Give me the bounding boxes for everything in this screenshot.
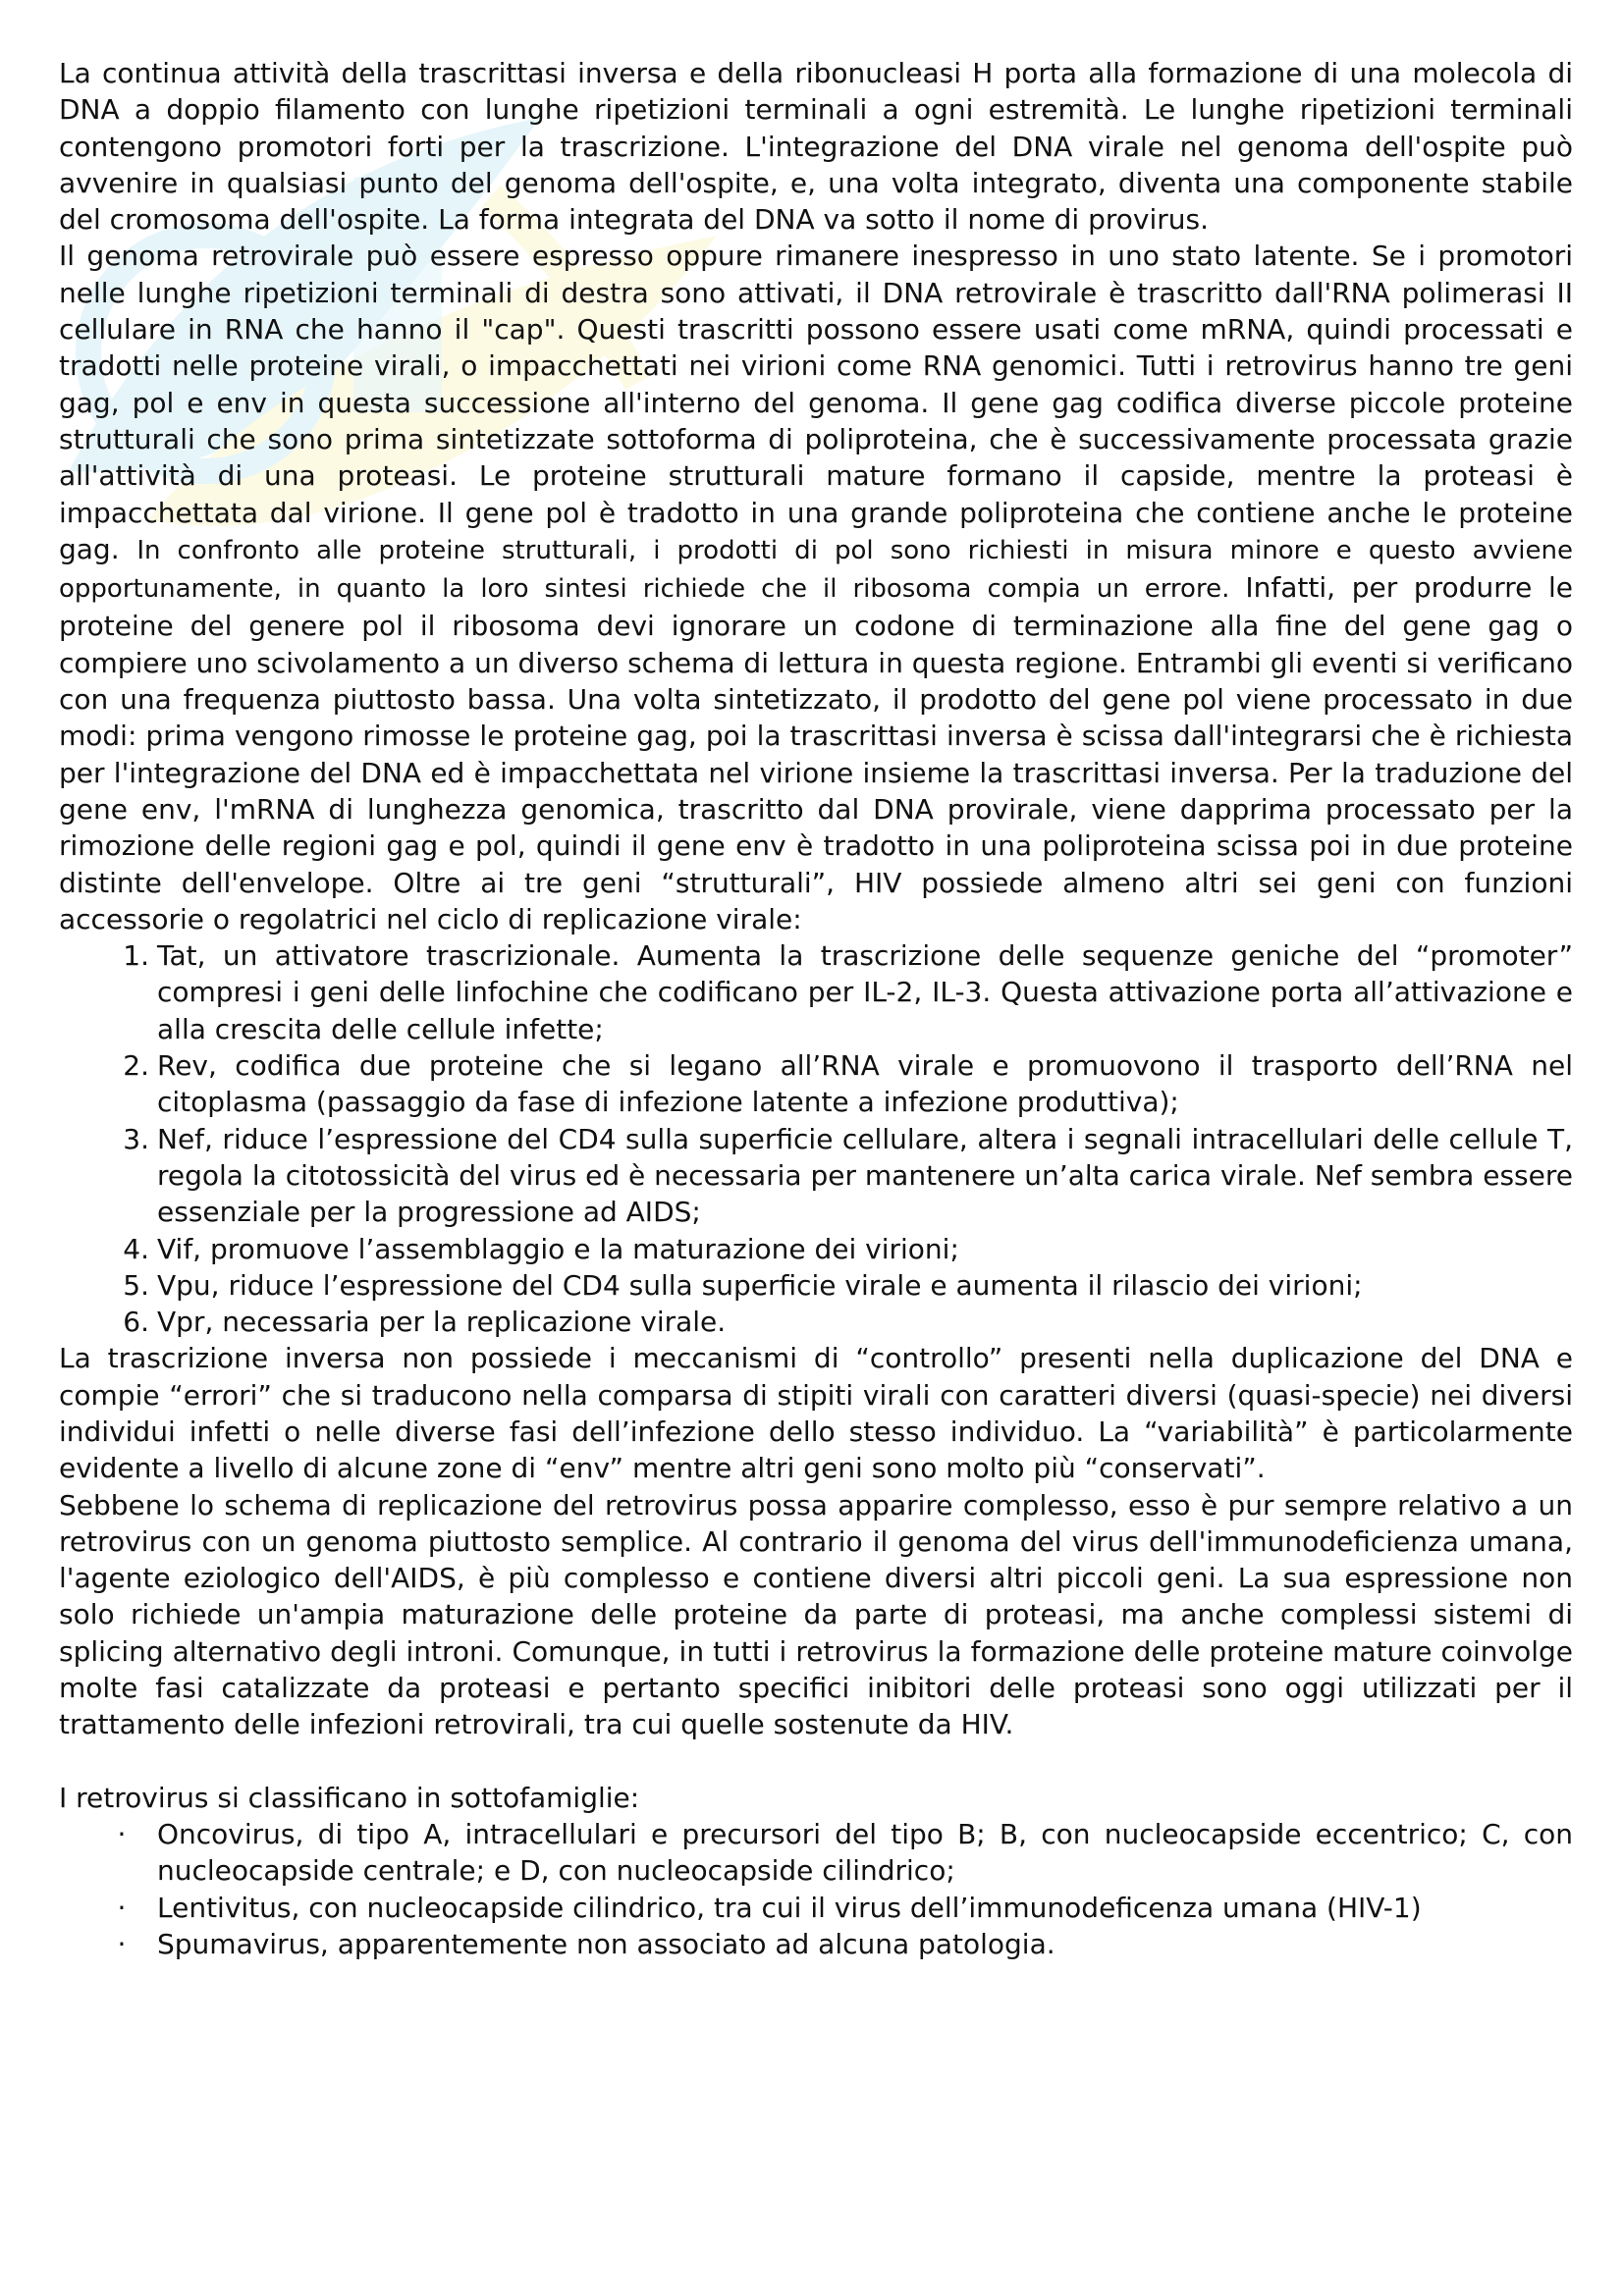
list-item (123, 1231, 1573, 1267)
bullet-marker: · (117, 1891, 127, 1924)
list-item (123, 937, 1573, 1047)
paragraph-variability: La trascrizione inversa non possiede i meccanismi di “controllo” presenti nella duplicazione del DNA e compie “errori” che si traducono nella comparsa di stipiti virali con caratteri diversi (quasi-specie) nei diversi individui infetti o nelle diverse fasi dell’infezione dello stesso individuo. La “variabilità” è particolarmente evidente a livello di alcune zone di “env” mentre altri geni sono molto più “conservati”. (59, 1342, 1573, 1485)
list-marker: 5. (123, 1268, 149, 1302)
bullet-marker: · (117, 1817, 127, 1850)
list-item-text: Oncovirus, di tipo A, intracellulari e precursori del tipo B; B, con nucleocapside eccentrico; C, con nucleocapside centrale; e D, con nucleocapside cilindrico; (157, 1817, 1573, 1888)
list-item-text: Rev, codifica due proteine che si legano all’RNA virale e promuovono il trasporto dell’RNA nel citoplasma (passaggio da fase di infezione latente a infezione produttiva); (157, 1049, 1573, 1119)
list-item-text: Lentivitus, con nucleocapside cilindrico, tra cui il virus dell’immunodeficenza umana (HIV-1) (157, 1891, 1422, 1924)
paragraph-genome-expression-part2: In confronto alle proteine strutturali, i prodotti di pol sono richiesti in misura minore e questo avviene opportunamente, in quanto la loro sintesi richiede che il ribosoma compia un errore. (59, 535, 1573, 605)
list-marker: 3. (123, 1122, 149, 1155)
list-item-text: Tat, un attivatore trascrizionale. Aumenta la trascrizione delle sequenze geniche del “promoter” compresi i geni delle linfochine che codificano per IL-2, IL-3. Questa attivazione porta all’attivazione e alla crescita delle cellule infette; (157, 939, 1573, 1045)
paragraph-subfamilies-intro: I retrovirus si classificano in sottofamiglie: (59, 1781, 640, 1814)
list-item-text: Spumavirus, apparentemente non associato ad alcuna patologia. (157, 1927, 1055, 1960)
bullet-marker: · (117, 1927, 127, 1960)
list-item-text: Vpu, riduce l’espressione del CD4 sulla superficie virale e aumenta il rilascio dei virioni; (157, 1268, 1363, 1302)
paragraph-genome-expression-part1: Il genoma retrovirale può essere espresso oppure rimanere inespresso in uno stato latente. Se i promotori nelle lunghe ripetizioni terminali di destra sono attivati, il DNA retrovirale è trascritto dall'RNA polimerasi II cellulare in RNA che hanno il "cap". Questi trascritti possono essere usati come mRNA, quindi processati e tradotti nelle proteine virali, o impacchettati nei virioni come RNA genomici. Tutti i retrovirus hanno tre geni gag, pol e env in questa successione all'interno del genoma. Il gene gag codifica diverse piccole proteine strutturali che sono prima sintetizzate sottoforma di poliproteina, che è successivamente processata grazie all'attività di una proteasi. Le proteine strutturali mature formano il capside, mentre la proteasi è impacchettata dal virione. Il gene pol è tradotto in una grande poliproteina che contiene anche le proteine gag. (59, 240, 1573, 565)
list-marker: 4. (123, 1232, 149, 1265)
list-item (117, 1816, 1573, 1890)
list-item (123, 1267, 1573, 1304)
paragraph-ltr-integration: La continua attività della trascrittasi inversa e della ribonucleasi H porta alla formazione di una molecola di DNA a doppio filamento con lunghe ripetizioni terminali a ogni estremità. Le lunghe ripetizioni terminali contengono promotori forti per la trascrizione. L'integrazione del DNA virale nel genoma dell'ospite può avvenire in qualsiasi punto del genoma dell'ospite, e, una volta integrato, diventa una componente stabile del cromosoma dell'ospite. La forma integrata del DNA va sotto il nome di provirus. (59, 57, 1573, 237)
list-marker: 1. (123, 939, 149, 973)
list-item-text: Nef, riduce l’espressione del CD4 sulla superficie cellulare, altera i segnali intracellulari delle cellule T, regola la citotossicità del virus ed è necessaria per mantenere un’alta carica virale. Nef sembra essere essenziale per la progressione ad AIDS; (157, 1122, 1573, 1229)
list-item (123, 1047, 1573, 1121)
document-body (59, 55, 1573, 1962)
list-item (123, 1304, 1573, 1340)
subfamilies-list (59, 1816, 1573, 1962)
list-item-text: Vif, promuove l’assemblaggio e la maturazione dei virioni; (157, 1232, 959, 1265)
list-item-text: Vpr, necessaria per la replicazione virale. (157, 1306, 727, 1339)
blank-line (59, 1743, 1573, 1780)
paragraph-genome-expression (59, 238, 1573, 937)
list-item (123, 1121, 1573, 1231)
regulatory-genes-list (59, 937, 1573, 1340)
list-item (117, 1926, 1573, 1962)
list-marker: 2. (123, 1049, 149, 1083)
list-marker: 6. (123, 1306, 149, 1339)
paragraph-genome-expression-part3: Infatti, per produrre le proteine del genere pol il ribosoma devi ignorare un codone di terminazione alla fine del gene gag o compiere uno scivolamento a un diverso schema di lettura in questa regione. Entrambi gli eventi si verificano con una frequenza piuttosto bassa. Una volta sintetizzato, il prodotto del gene pol viene processato in due modi: prima vengono rimosse le proteine gag, poi la trascrittasi inversa è scissa dall'integrarsi che è richiesta per l'integrazione del DNA ed è impacchettata nel virione insieme la trascrittasi inversa. Per la traduzione del gene env, l'mRNA di lunghezza genomica, trascritto dal DNA provirale, viene dapprima processato per la rimozione delle regioni gag e pol, quindi il gene env è tradotto in una poliproteina scissa poi in due proteine distinte dell'envelope. Oltre ai tre geni “strutturali”, HIV possiede almeno altri sei geni con funzioni accessorie o regolatrici nel ciclo di replicazione virale: (59, 571, 1574, 935)
paragraph-hiv-complexity: Sebbene lo schema di replicazione del retrovirus possa apparire complesso, esso è pur sempre relativo a un retrovirus con un genoma piuttosto semplice. Al contrario il genoma del virus dell'immunodeficienza umana, l'agente eziologico dell'AIDS, è più complesso e contiene diversi altri piccoli geni. La sua espressione non solo richiede un'ampia maturazione delle proteine da parte di proteasi, ma anche complessi sistemi di splicing alternativo degli introni. Comunque, in tutti i retrovirus la formazione delle proteine mature coinvolge molte fasi catalizzate da proteasi e pertanto specifici inibitori delle proteasi sono oggi utilizzati per il trattamento delle infezioni retrovirali, tra cui quelle sostenute da HIV. (59, 1488, 1573, 1741)
list-item (117, 1890, 1573, 1926)
